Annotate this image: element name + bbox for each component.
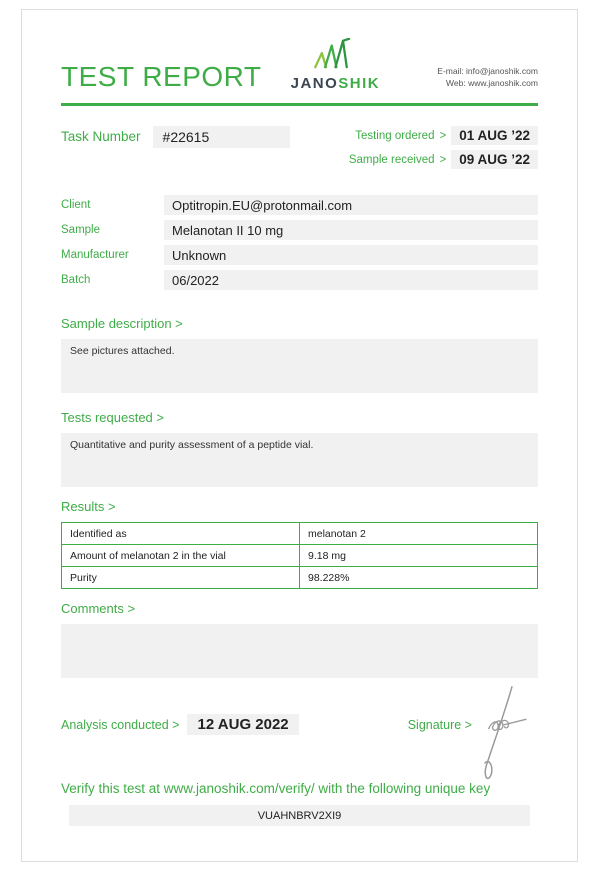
contact-info — [437, 65, 538, 94]
comments-box — [61, 624, 538, 678]
page-title: TEST REPORT — [61, 61, 262, 92]
analysis-conducted-value: 12 AUG 2022 — [187, 714, 298, 735]
report-header — [61, 10, 538, 93]
chart-peaks-icon — [313, 38, 357, 75]
task-number-value: #22615 — [153, 126, 290, 148]
dates-group — [349, 126, 538, 169]
brand-name-secondary: SHIK — [338, 75, 381, 92]
verify-text: Verify this test at www.janoshik.com/verify/ with the following unique key — [61, 781, 491, 796]
test-report-document — [21, 9, 578, 862]
brand-name-primary: JANO — [290, 75, 339, 92]
chevron-right-icon: > — [439, 129, 447, 142]
task-number-label: Task Number — [61, 129, 141, 144]
results-heading: Results > — [61, 499, 116, 514]
brand-logo — [291, 38, 381, 93]
result-name-cell: Identified as — [62, 523, 300, 545]
unique-key-value: VUAHNBRV2XI9 — [69, 805, 530, 826]
date-row-sample-received — [349, 150, 538, 169]
date-value: 09 AUG ’22 — [451, 150, 538, 169]
tests-requested-box: Quantitative and purity assessment of a peptide vial. — [61, 433, 538, 487]
task-number-group — [61, 126, 290, 169]
sample-description-heading: Sample description > — [61, 316, 183, 331]
field-row-batch — [61, 270, 538, 290]
brand-name — [291, 75, 381, 93]
field-value: 06/2022 — [164, 270, 538, 290]
field-label: Manufacturer — [61, 249, 129, 261]
task-dates-row — [61, 126, 538, 169]
field-label: Batch — [61, 274, 91, 286]
comments-heading: Comments > — [61, 601, 136, 616]
result-value-cell: 98.228% — [300, 567, 538, 589]
table-row — [62, 545, 538, 567]
field-label: Client — [61, 199, 91, 211]
field-value: Optitropin.EU@protonmail.com — [164, 195, 538, 215]
result-name-cell: Amount of melanotan 2 in the vial — [62, 545, 300, 567]
contact-email: E-mail: info@janoshik.com — [437, 65, 538, 76]
date-value: 01 AUG ’22 — [451, 126, 538, 145]
field-label: Sample — [61, 224, 100, 236]
table-row — [62, 523, 538, 545]
header-divider — [61, 103, 538, 106]
field-row-sample — [61, 220, 538, 240]
date-label: Sample received — [348, 153, 435, 166]
tests-requested-heading: Tests requested > — [61, 410, 164, 425]
date-row-testing-ordered — [349, 126, 538, 145]
contact-web: Web: www.janoshik.com — [446, 78, 538, 89]
chevron-right-icon: > — [439, 153, 447, 166]
date-label: Testing ordered — [355, 129, 435, 142]
sample-description-box: See pictures attached. — [61, 339, 538, 393]
analysis-signature-row — [61, 714, 538, 735]
results-table — [61, 522, 538, 589]
signature-image — [460, 684, 536, 794]
signature-label: Signature > — [407, 717, 472, 732]
info-fields — [61, 195, 538, 290]
analysis-conducted-label: Analysis conducted > — [61, 717, 180, 732]
result-value-cell: 9.18 mg — [300, 545, 538, 567]
field-row-manufacturer — [61, 245, 538, 265]
field-value: Melanotan II 10 mg — [164, 220, 538, 240]
table-row — [62, 567, 538, 589]
field-value: Unknown — [164, 245, 538, 265]
result-value-cell: melanotan 2 — [300, 523, 538, 545]
field-row-client — [61, 195, 538, 215]
result-name-cell: Purity — [62, 567, 300, 589]
